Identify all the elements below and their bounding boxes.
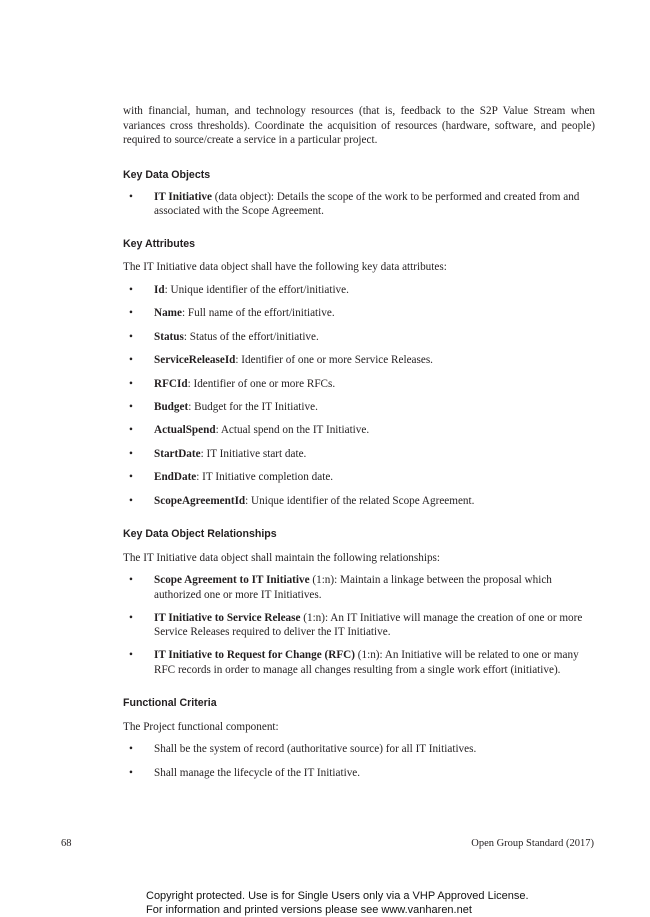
item-term: Id: [154, 283, 165, 296]
item-term: Status: [154, 330, 184, 343]
list-item: [123, 447, 595, 462]
key-relationships-intro: The IT Initiative data object shall maintain the following relationships:: [123, 551, 441, 564]
key-relationships-list: [123, 573, 595, 678]
item-term: Name: [154, 307, 182, 320]
item-term: Budget: [154, 400, 189, 413]
bullet-icon: •: [129, 574, 133, 587]
item-text: (data object): Details the scope of the work to be performed and created from and associated with the Scope Agreement.: [154, 190, 580, 218]
bullet-icon: •: [129, 471, 133, 484]
item-term: ScopeAgreementId: [154, 494, 246, 507]
item-text: (1:n): Maintain a linkage between the proposal which authorized one or more IT Initiatives.: [154, 574, 552, 601]
item-text: : Identifier of one or more RFCs.: [187, 377, 336, 390]
list-item: [123, 283, 595, 298]
item-text: : Budget for the IT Initiative.: [188, 400, 318, 413]
item-term: ActualSpend: [154, 424, 216, 437]
section-heading-key-data-objects: Key Data Objects: [123, 168, 211, 181]
item-term: StartDate: [154, 447, 201, 460]
section-heading-key-attributes: Key Attributes: [123, 237, 196, 250]
section-heading-key-relationships: Key Data Object Relationships: [123, 527, 277, 540]
list-item: [123, 611, 595, 640]
item-text: Shall manage the lifecycle of the IT Initiative.: [154, 766, 361, 779]
item-term: Scope Agreement to IT Initiative: [154, 574, 310, 587]
bullet-icon: •: [129, 494, 133, 507]
item-term: IT Initiative: [154, 190, 212, 203]
item-term: IT Initiative to Service Release: [154, 611, 301, 624]
list-item: [123, 573, 595, 602]
page-body: [123, 104, 595, 780]
bullet-icon: •: [129, 283, 133, 296]
key-data-objects-list: [123, 190, 595, 219]
bullet-icon: •: [129, 354, 133, 367]
list-item: [123, 648, 595, 677]
item-term: IT Initiative to Request for Change (RFC): [154, 649, 355, 662]
bullet-icon: •: [129, 447, 133, 460]
item-text: : Status of the effort/initiative.: [183, 330, 319, 343]
bullet-icon: •: [129, 649, 133, 662]
bullet-icon: •: [129, 400, 133, 413]
list-item: [123, 330, 595, 345]
item-text: (1:n): An IT Initiative will manage the creation of one or more Service Releases required to deliver the IT Initiative.: [154, 611, 583, 639]
bullet-icon: •: [129, 377, 133, 390]
key-attributes-intro: The IT Initiative data object shall have the following key data attributes:: [123, 260, 447, 273]
list-item: [123, 742, 595, 757]
functional-criteria-intro: The Project functional component:: [123, 720, 279, 733]
copyright-line: For information and printed versions please see www.vanharen.net: [146, 903, 472, 916]
item-text: : Actual spend on the IT Initiative.: [215, 424, 370, 437]
item-term: ServiceReleaseId: [154, 354, 236, 367]
list-item: [123, 306, 595, 321]
item-text: : Unique identifier of the related Scope Agreement.: [245, 494, 475, 507]
intro-paragraph: with financial, human, and technology resources (that is, feedback to the S2P Value Stream when variances cross thresholds). Coordinate the acquisition of resources (hardware, software, and people) required to source/create a service in a particular project.: [123, 105, 595, 147]
page-number: 68: [61, 838, 72, 849]
item-text: : IT Initiative start date.: [200, 447, 307, 460]
item-term: RFCId: [154, 377, 188, 390]
bullet-icon: •: [129, 330, 133, 343]
list-item: [123, 353, 595, 368]
item-text: : Unique identifier of the effort/initiative.: [164, 283, 349, 296]
bullet-icon: •: [129, 743, 133, 756]
functional-criteria-list: [123, 742, 595, 780]
bullet-icon: •: [129, 424, 133, 437]
list-item: [123, 190, 595, 219]
item-text: : Identifier of one or more Service Releases.: [235, 354, 433, 367]
bullet-icon: •: [129, 307, 133, 320]
list-item: [123, 766, 595, 781]
bullet-icon: •: [129, 766, 133, 779]
list-item: [123, 400, 595, 415]
list-item: [123, 494, 595, 509]
bullet-icon: •: [129, 611, 133, 624]
item-term: EndDate: [154, 471, 197, 484]
footer-source: Open Group Standard (2017): [471, 838, 594, 849]
item-text: Shall be the system of record (authoritative source) for all IT Initiatives.: [154, 743, 477, 756]
section-heading-functional-criteria: Functional Criteria: [123, 696, 217, 709]
item-text: (1:n): An Initiative will be related to one or many RFC records in order to manage all changes resulting from a single work effort (initiative).: [154, 649, 579, 677]
list-item: [123, 377, 595, 392]
bullet-icon: •: [129, 190, 133, 203]
item-text: : IT Initiative completion date.: [196, 471, 334, 484]
item-text: : Full name of the effort/initiative.: [181, 307, 335, 320]
list-item: [123, 470, 595, 485]
copyright-notice: [146, 890, 529, 917]
copyright-line: Copyright protected. Use is for Single Users only via a VHP Approved License.: [146, 890, 529, 902]
list-item: [123, 423, 595, 438]
key-attributes-list: [123, 283, 595, 509]
